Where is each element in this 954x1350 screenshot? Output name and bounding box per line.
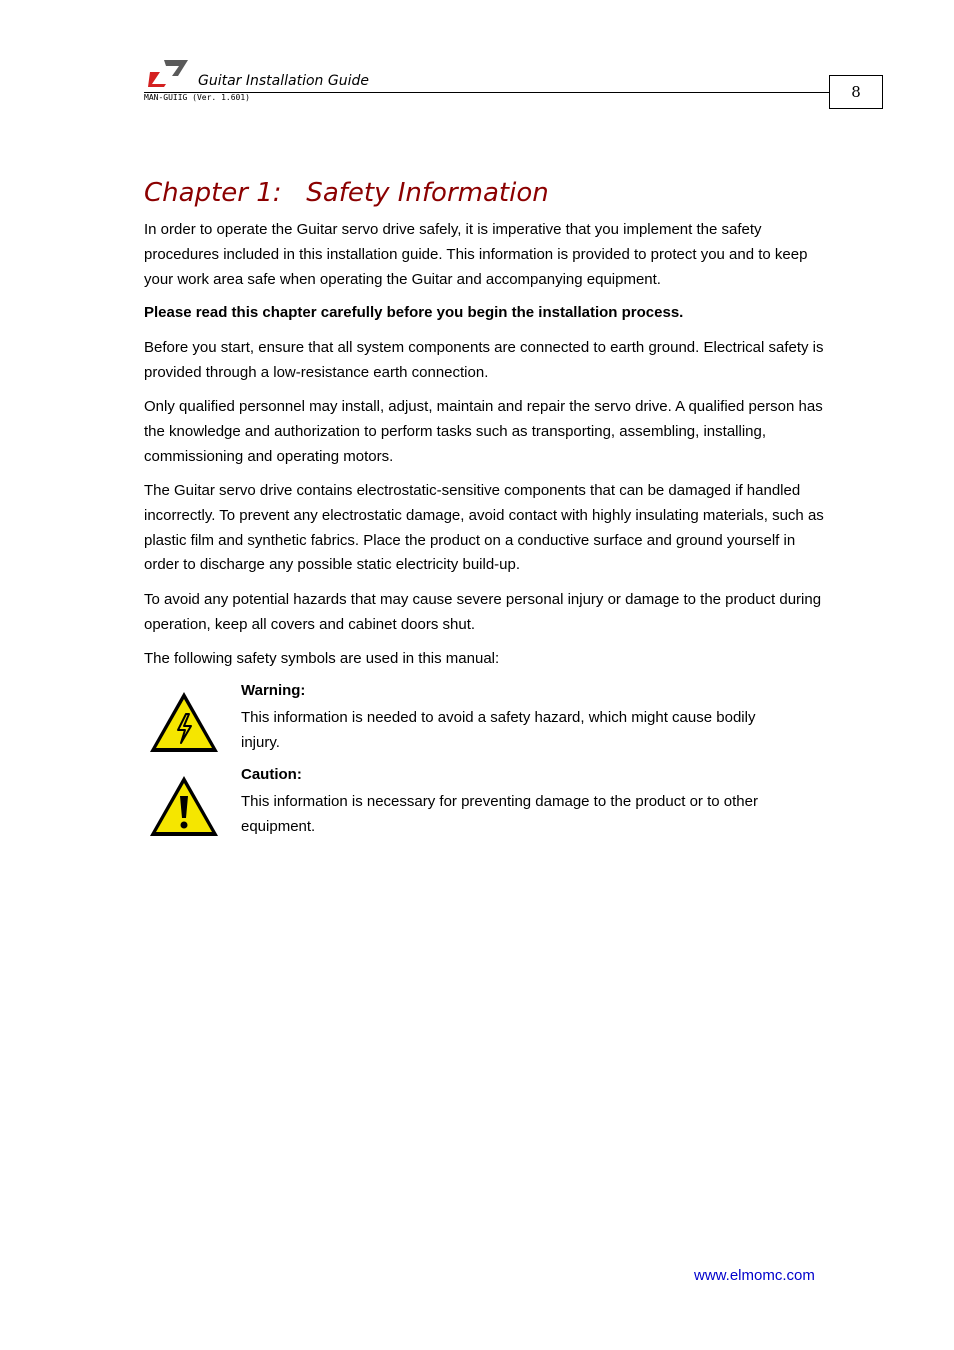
hazards-paragraph: To avoid any potential hazards that may cause severe personal injury or damage to the product during operation, keep all covers and cabinet doors shut. xyxy=(144,591,822,633)
caution-exclamation-icon xyxy=(148,774,220,838)
qualified-personnel-paragraph: Only qualified personnel may install, adjust, maintain and repair the servo drive. A qualified person has the knowledge and authorization to perform tasks such as transporting, assembling, installing, commissioning and operating motors. xyxy=(144,398,823,465)
warning-title: Warning: xyxy=(241,682,306,699)
read-carefully-paragraph: Please read this chapter carefully before you begin the installation process. xyxy=(144,304,684,321)
intro-paragraph: In order to operate the Guitar servo drive safely, it is imperative that you implement the safety procedures included in this installation guide. This information is provided to protect you and to keep your work area safe when operating the Guitar and accompanying equipment. xyxy=(144,221,808,288)
earth-ground-paragraph: Before you start, ensure that all system components are connected to earth ground. Electrical safety is provided through a low-resistance earth connection. xyxy=(144,339,824,381)
electrostatic-paragraph: The Guitar servo drive contains electrostatic-sensitive components that can be damaged if handled incorrectly. To prevent any electrostatic damage, avoid contact with highly insulating materials, such as plastic film and synthetic fabrics. Place the product on a conductive surface and ground yourself in order to discharge any possible static electricity build-up. xyxy=(144,482,824,574)
elmo-logo-icon xyxy=(148,58,190,88)
symbols-intro-paragraph: The following safety symbols are used in this manual: xyxy=(144,650,500,667)
high-voltage-warning-icon xyxy=(148,690,220,754)
page-number: 8 xyxy=(829,75,883,109)
document-title: Guitar Installation Guide xyxy=(198,73,369,89)
document-code: MAN-GUIIG (Ver. 1.601) xyxy=(144,93,250,102)
chapter-title: Chapter 1: Safety Information xyxy=(144,178,549,208)
caution-text: This information is necessary for preventing damage to the product or to other equipment. xyxy=(241,793,758,835)
website-link[interactable]: www.elmomc.com xyxy=(694,1267,815,1284)
warning-text: This information is needed to avoid a safety hazard, which might cause bodily injury. xyxy=(241,709,756,751)
caution-title: Caution: xyxy=(241,766,302,783)
